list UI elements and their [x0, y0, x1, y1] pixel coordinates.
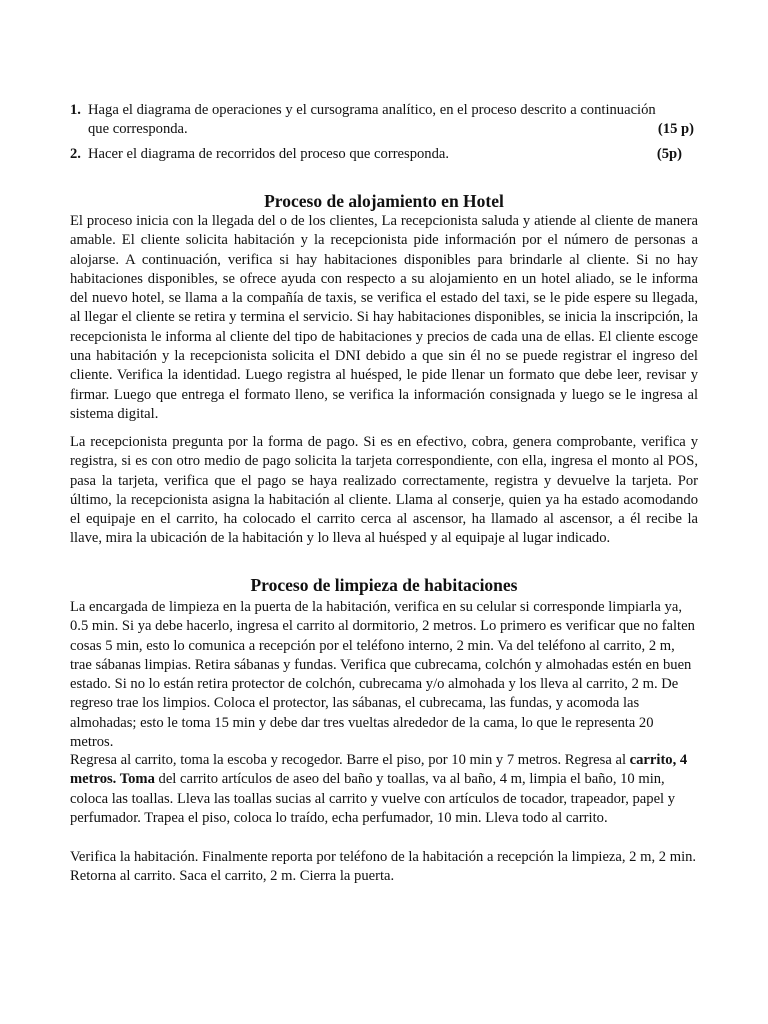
cleaning-paragraph-2-bold: carrito, 4 metros. Toma: [70, 752, 688, 788]
question-2-text: Hacer el diagrama de recorridos del proceso que corresponda.: [88, 146, 450, 162]
question-1: [70, 101, 694, 139]
cleaning-paragraph-2-start: Regresa al carrito, toma la escoba y recogedor. Barre el piso, por 10 min y 7 metros. Regresa al: [70, 752, 626, 768]
question-2: [70, 145, 694, 164]
hotel-paragraph-1: El proceso inicia con la llegada del o de los clientes, La recepcionista saluda y atiende al cliente de manera amable. El cliente solicita habitación y la recepcionista pide información por el número de personas a alojarse. A continuación, verifica si hay habitaciones disponibles para brindarle al cliente. Si no hay habitaciones disponibles, se ofrece ayuda con respecto a su alojamiento en un hotel aliado, se le informa del nuevo hotel, se llama a la compañía de taxis, se verifica el estado del taxi, se le pide espere su llegada, al llegar el cliente se retira y termina el servicio. Si hay habitaciones disponibles, se inicia la inscripción, la recepcionista le informa al cliente del tipo de habitaciones y precios de cada una de ellas. El cliente escoge una habitación y la recepcionista solicita el DNI debido a que sin él no se puede registrar el ingreso del cliente. Verifica la identidad. Luego registra al huésped, le pide llenar un formato que debe leer, revisar y firmar. Luego que entrega el formato lleno, se verifica la información consignada y luego se le ingresa al sistema digital.: [70, 213, 698, 422]
cleaning-paragraph-2: [70, 751, 698, 828]
hotel-paragraph-2: La recepcionista pregunta por la forma de pago. Si es en efectivo, cobra, genera comprobante, verifica y registra, si es con otro medio de pago solicita la tarjeta correspondiente, con ella, ingresa el monto al POS, pasa la tarjeta, verifica que el pago se haya realizado correctamente, registra y devuelve la tarjeta. Por último, la recepcionista asigna la habitación al cliente. Llama al conserje, quien ya ha estado acomodando el equipaje en el carrito, ha colocado el carrito cerca al ascensor, ha llamado al ascensor, a él recibe la llave, mira la ubicación de la habitación y lo lleva al huésped y al equipaje al lugar indicado.: [70, 434, 698, 547]
question-1-line2: [88, 120, 694, 139]
cleaning-paragraph-3: Verifica la habitación. Finalmente reporta por teléfono de la habitación a recepción la limpieza, 2 m, 2 min. Retorna al carrito. Saca el carrito, 2 m. Cierra la puerta.: [70, 849, 697, 885]
question-1-points: (15 p): [657, 121, 694, 137]
question-1-text-line2: que corresponda.: [88, 121, 188, 137]
question-2-row: [88, 145, 694, 164]
question-1-number: 1.: [70, 102, 81, 118]
question-2-number: 2.: [70, 146, 81, 162]
cleaning-paragraph-2-end: del carrito artículos de aseo del baño y toallas, va al baño, 4 m, limpia el baño, 10 min, coloca las toallas. Lleva las toallas sucias al carrito y vuelve con artículos de tocador, trapeador, papel y perfumador. Trapea el piso, coloca lo traído, echa perfumador, 10 min. Lleva todo al carrito.: [70, 771, 676, 826]
question-2-points: (5p): [656, 146, 682, 162]
hotel-section-title: Proceso de alojamiento en Hotel: [264, 191, 504, 211]
question-1-text-line1: Haga el diagrama de operaciones y el cursograma analítico, en el proceso descrito a continuación: [88, 102, 656, 118]
cleaning-paragraph-1: La encargada de limpieza en la puerta de la habitación, verifica en su celular si corresponde limpiarla ya, 0.5 min. Si ya debe hacerlo, ingresa el carrito al dormitorio, 2 metros. Lo primero es verificar que no falten cosas 5 min, esto lo comunica a recepción por el teléfono interno, 2 min. Va del teléfono al carrito, 2 m, trae sábanas limpias. Retira sábanas y fundas. Verifica que cubrecama, colchón y almohadas estén en buen estado. Si no lo están retira protector de colchón, cubrecama y/o almohada y los lleva al carrito, 2 m. De regreso trae los limpios. Coloca el protector, las sábanas, el cubrecama, las fundas, y acomoda las almohadas; esto le toma 15 min y debe dar tres vueltas alrededor de la cama, lo que le representa 20 metros.: [70, 599, 695, 751]
cleaning-section-title: Proceso de limpieza de habitaciones: [250, 575, 518, 595]
